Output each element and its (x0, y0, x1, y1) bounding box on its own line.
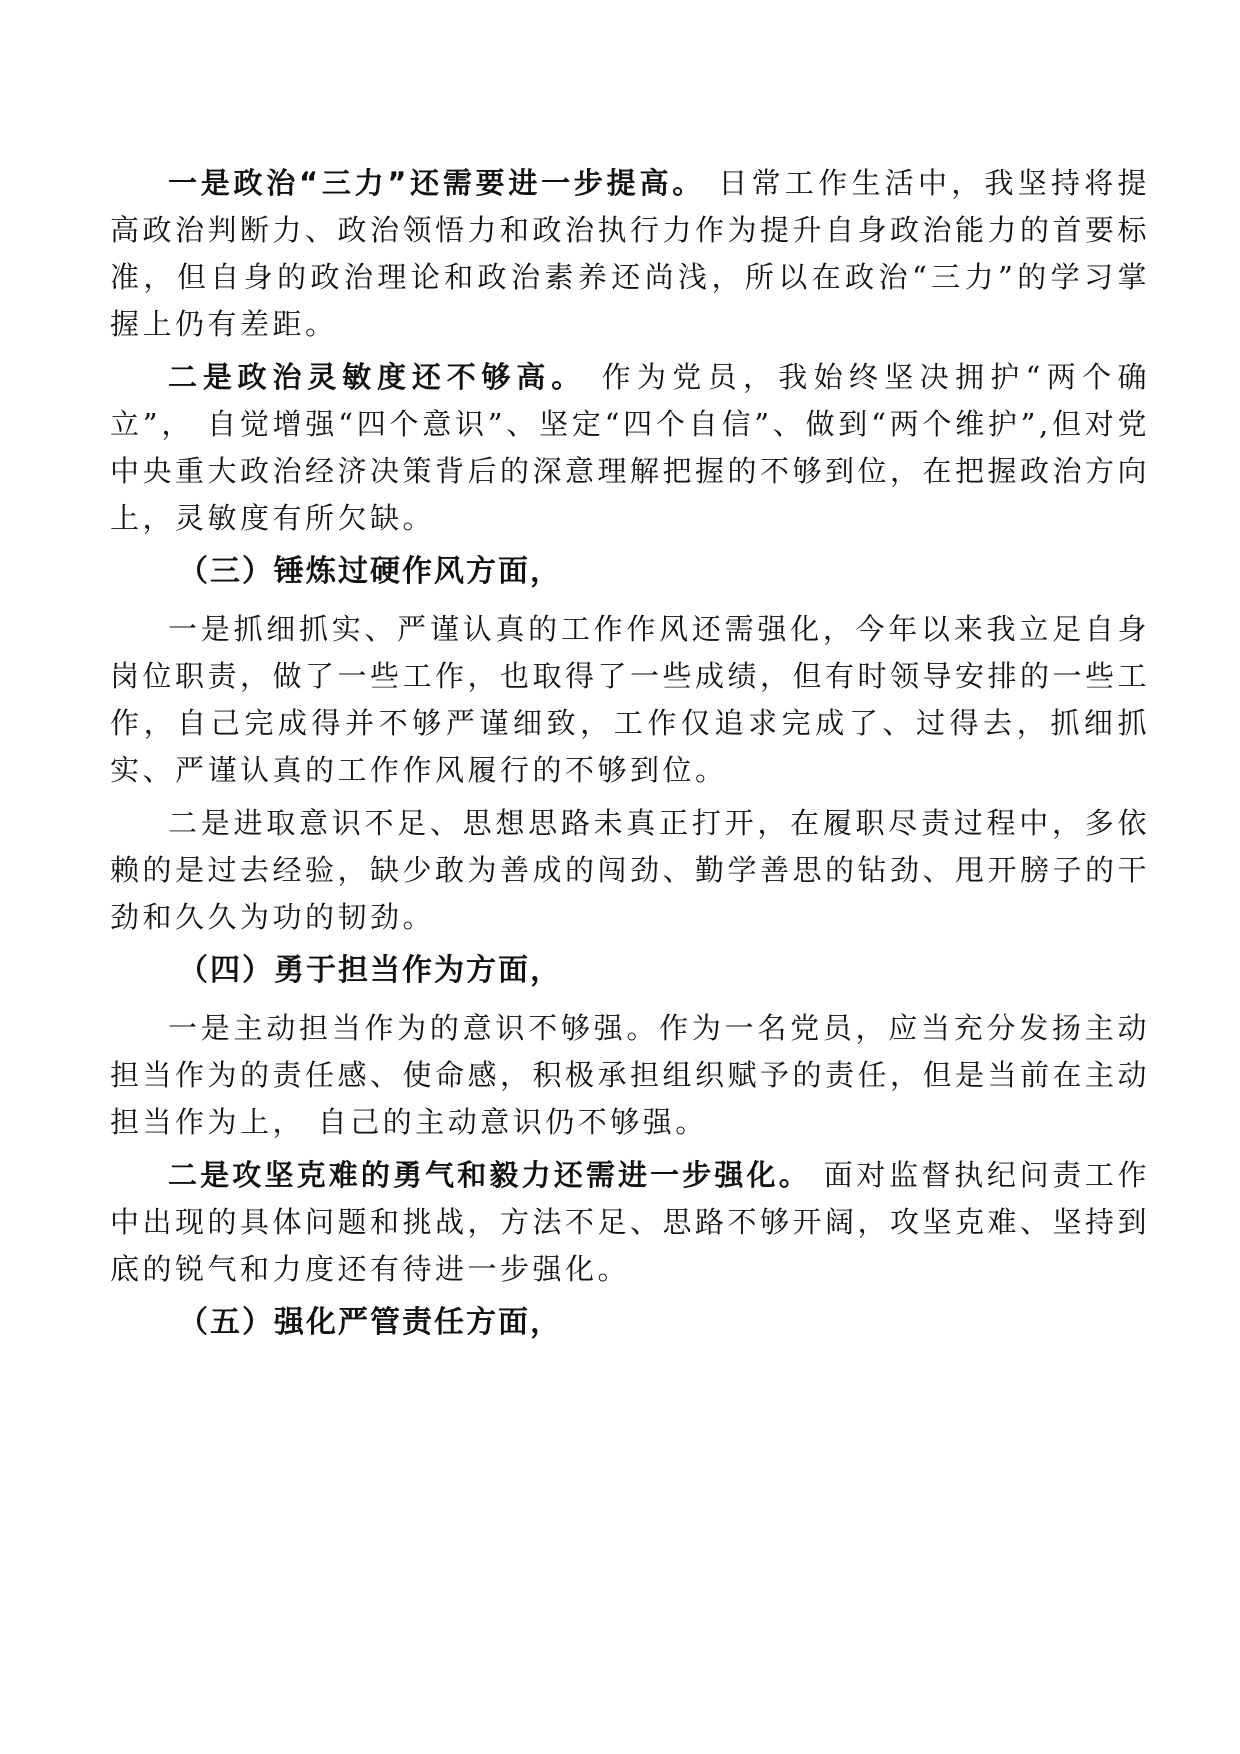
paragraph-political-three-abilities (110, 160, 1150, 348)
paragraph-body: 一是抓细抓实、严谨认真的工作作风还需强化，今年以来我立足自身岗位职责，做了一些工作，也取得了一些成绩，但有时领导安排的一些工作，自己完成得并不够严谨细致，工作仅追求完成了、过得去，抓细抓实、严谨认真的工作作风履行的不够到位。 (110, 612, 1151, 787)
paragraph-body: 一是主动担当作为的意识不够强。作为一名党员，应当充分发扬主动担当作为的责任感、使命感，积极承担组织赋予的责任，但是当前在主动担当作为上， 自己的主动意识仍不够强。 (110, 1011, 1151, 1139)
paragraph-enterprising-awareness (110, 800, 1150, 941)
paragraph-body: 面对监督执纪问责工作中出现的具体问题和挑战，方法不足、思路不够开阔，攻坚克难、坚持到底的锐气和力度还有待进一步强化。 (110, 1158, 1151, 1286)
paragraph-lead: 一是政治“三力”还需要进一步提高。 (168, 166, 705, 200)
paragraph-courage-perseverance (110, 1152, 1150, 1293)
section-heading-responsibility: （四）勇于担当作为方面， (178, 953, 562, 988)
paragraph-initiative-awareness (110, 1005, 1150, 1146)
paragraph-political-sensitivity (110, 354, 1150, 542)
document-page (110, 160, 1150, 1357)
paragraph-lead: 二是攻坚克难的勇气和毅力还需进一步强化。 (168, 1158, 811, 1192)
paragraph-work-style-rigor (110, 606, 1150, 794)
paragraph-body: 日常工作生活中，我坚持将提高政治判断力、政治领悟力和政治执行力作为提升自身政治能力的首要标准，但自身的政治理论和政治素养还尚浅，所以在政治“三力”的学习掌握上仍有差距。 (110, 166, 1151, 341)
paragraph-lead: 二是政治灵敏度还不够高。 (168, 360, 587, 394)
section-heading-work-style: （三）锤炼过硬作风方面， (178, 554, 562, 589)
section-heading-strict-management: （五）强化严管责任方面， (178, 1305, 562, 1340)
paragraph-body: 二是进取意识不足、思想思路未真正打开，在履职尽责过程中，多依赖的是过去经验，缺少敢为善成的闯劲、勤学善思的钻劲、甩开膀子的干劲和久久为功的韧劲。 (110, 806, 1151, 934)
paragraph-body: 作为党员，我始终坚决拥护“两个确立”， 自觉增强“四个意识”、坚定“四个自信”、做到“两个维护”,但对党中央重大政治经济决策背后的深意理解把握的不够到位，在把握政治方向上，灵敏度有所欠缺。 (110, 360, 1151, 535)
